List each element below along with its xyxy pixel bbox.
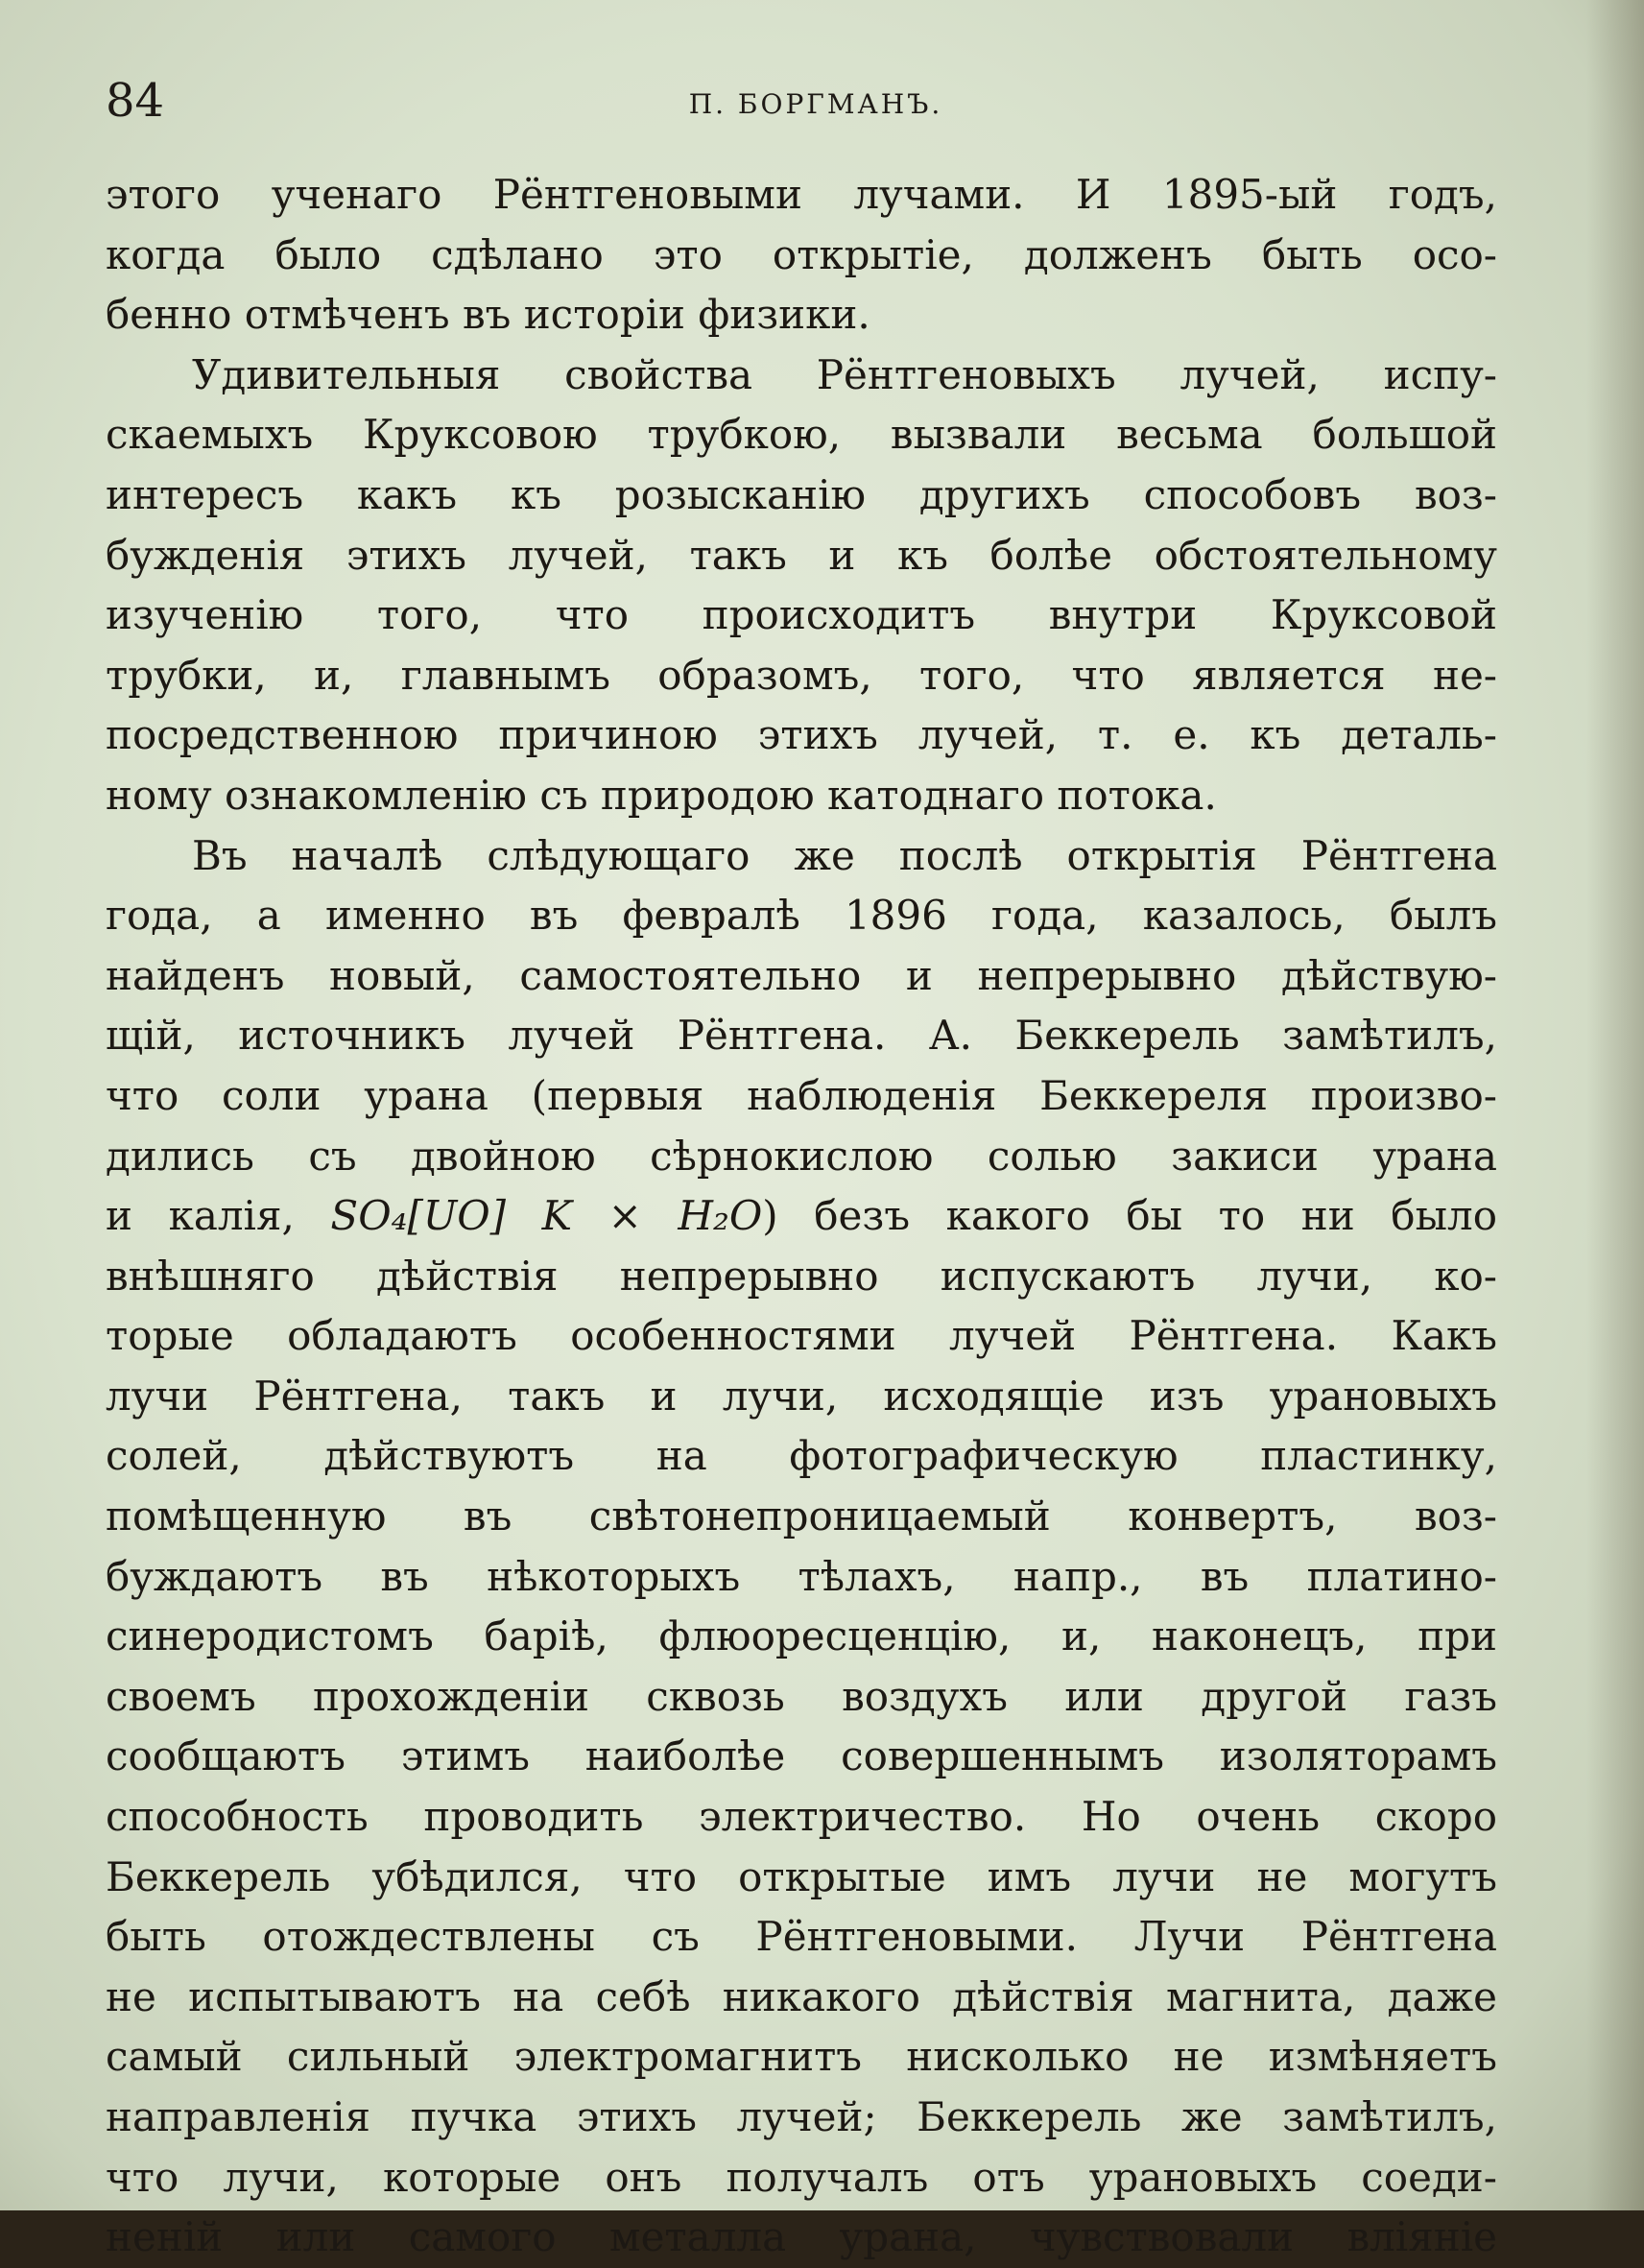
text-line: торые обладаютъ особенностями лучей Рёнтгена. Какъ bbox=[106, 1312, 1497, 1360]
text-line: этого ученаго Рёнтгеновыми лучами. И 1895-ый годъ, bbox=[106, 171, 1497, 218]
text-line: сообщаютъ этимъ наиболѣе совершеннымъ изоляторамъ bbox=[106, 1732, 1497, 1780]
text-line: что соли урана (первыя наблюденія Беккереля произво- bbox=[106, 1071, 1497, 1119]
chemical-formula: SO₄[UO] K × H₂O bbox=[330, 1192, 763, 1240]
text-line: буждаютъ въ нѣкоторыхъ тѣлахъ, напр., въ платино- bbox=[106, 1552, 1497, 1600]
text-line: бенно отмѣченъ въ исторіи физики. bbox=[106, 291, 870, 339]
text-line bbox=[106, 1186, 1497, 1247]
text-line: что лучи, которые онъ получалъ отъ урановыхъ соеди- bbox=[106, 2153, 1497, 2201]
text-line: способность проводить электричество. Но очень скоро bbox=[106, 1793, 1497, 1841]
text-line: Беккерель убѣдился, что открытые имъ лучи не могутъ bbox=[106, 1852, 1497, 1900]
text-segment: ) безъ какого бы то ни было bbox=[762, 1192, 1497, 1240]
page-number: 84 bbox=[106, 74, 165, 128]
text-line: своемъ прохожденіи сквозь воздухъ или другой газъ bbox=[106, 1672, 1497, 1720]
text-line: внѣшняго дѣйствія непрерывно испускаютъ лучи, ко- bbox=[106, 1252, 1497, 1300]
text-line: лучи Рёнтгена, такъ и лучи, исходящіе изъ урановыхъ bbox=[106, 1372, 1497, 1420]
running-head: П. БОРГМАНЪ. bbox=[688, 88, 943, 120]
text-line: синеродистомъ баріѣ, флюоресценцію, и, наконецъ, при bbox=[106, 1612, 1497, 1660]
text-line: посредственною причиною этихъ лучей, т. е. къ деталь- bbox=[106, 711, 1497, 759]
text-line: не испытываютъ на себѣ никакого дѣйствія магнита, даже bbox=[106, 1972, 1497, 2020]
text-line: дились съ двойною сѣрнокислою солью закиси урана bbox=[106, 1132, 1497, 1180]
text-line: года, а именно въ февралѣ 1896 года, казалось, былъ bbox=[106, 892, 1497, 940]
text-line: бужденія этихъ лучей, такъ и къ болѣе обстоятельному bbox=[106, 531, 1497, 579]
text-line: изученію того, что происходитъ внутри Круксовой bbox=[106, 591, 1497, 639]
text-line: найденъ новый, самостоятельно и непрерывно дѣйствую- bbox=[106, 951, 1497, 999]
text-line: солей, дѣйствуютъ на фотографическую пластинку, bbox=[106, 1432, 1497, 1480]
text-line: неній или самого металла урана, чувствовали вліяніе bbox=[106, 2213, 1497, 2261]
text-line: быть отождествлены съ Рёнтгеновыми. Лучи Рёнтгена bbox=[106, 1913, 1497, 1961]
page-header bbox=[106, 67, 1526, 134]
text-line: скаемыхъ Круксовою трубкою, вызвали весьма большой bbox=[106, 411, 1497, 459]
text-line: Удивительныя свойства Рёнтгеновыхъ лучей, испу- bbox=[192, 350, 1497, 398]
text-line: трубки, и, главнымъ образомъ, того, что является не- bbox=[106, 651, 1497, 699]
text-segment: и калія, bbox=[106, 1192, 331, 1240]
text-line: интересъ какъ къ розысканію другихъ способовъ воз- bbox=[106, 470, 1497, 518]
text-line: ному ознакомленію съ природою катоднаго потока. bbox=[106, 771, 1217, 819]
text-line: Въ началѣ слѣдующаго же послѣ открытія Рёнтгена bbox=[192, 831, 1497, 879]
page-edge-shadow bbox=[1586, 0, 1644, 2210]
text-line: самый сильный электромагнитъ нисколько не измѣняетъ bbox=[106, 2033, 1497, 2081]
text-line: когда было сдѣлано это открытіе, долженъ быть осо- bbox=[106, 230, 1497, 278]
text-line: помѣщенную въ свѣтонепроницаемый конвертъ, воз- bbox=[106, 1492, 1497, 1540]
text-line: щій, источникъ лучей Рёнтгена. А. Беккерель замѣтилъ, bbox=[106, 1012, 1497, 1060]
body-text bbox=[106, 165, 1497, 2268]
text-line: направленія пучка этихъ лучей; Беккерель же замѣтилъ, bbox=[106, 2093, 1497, 2140]
